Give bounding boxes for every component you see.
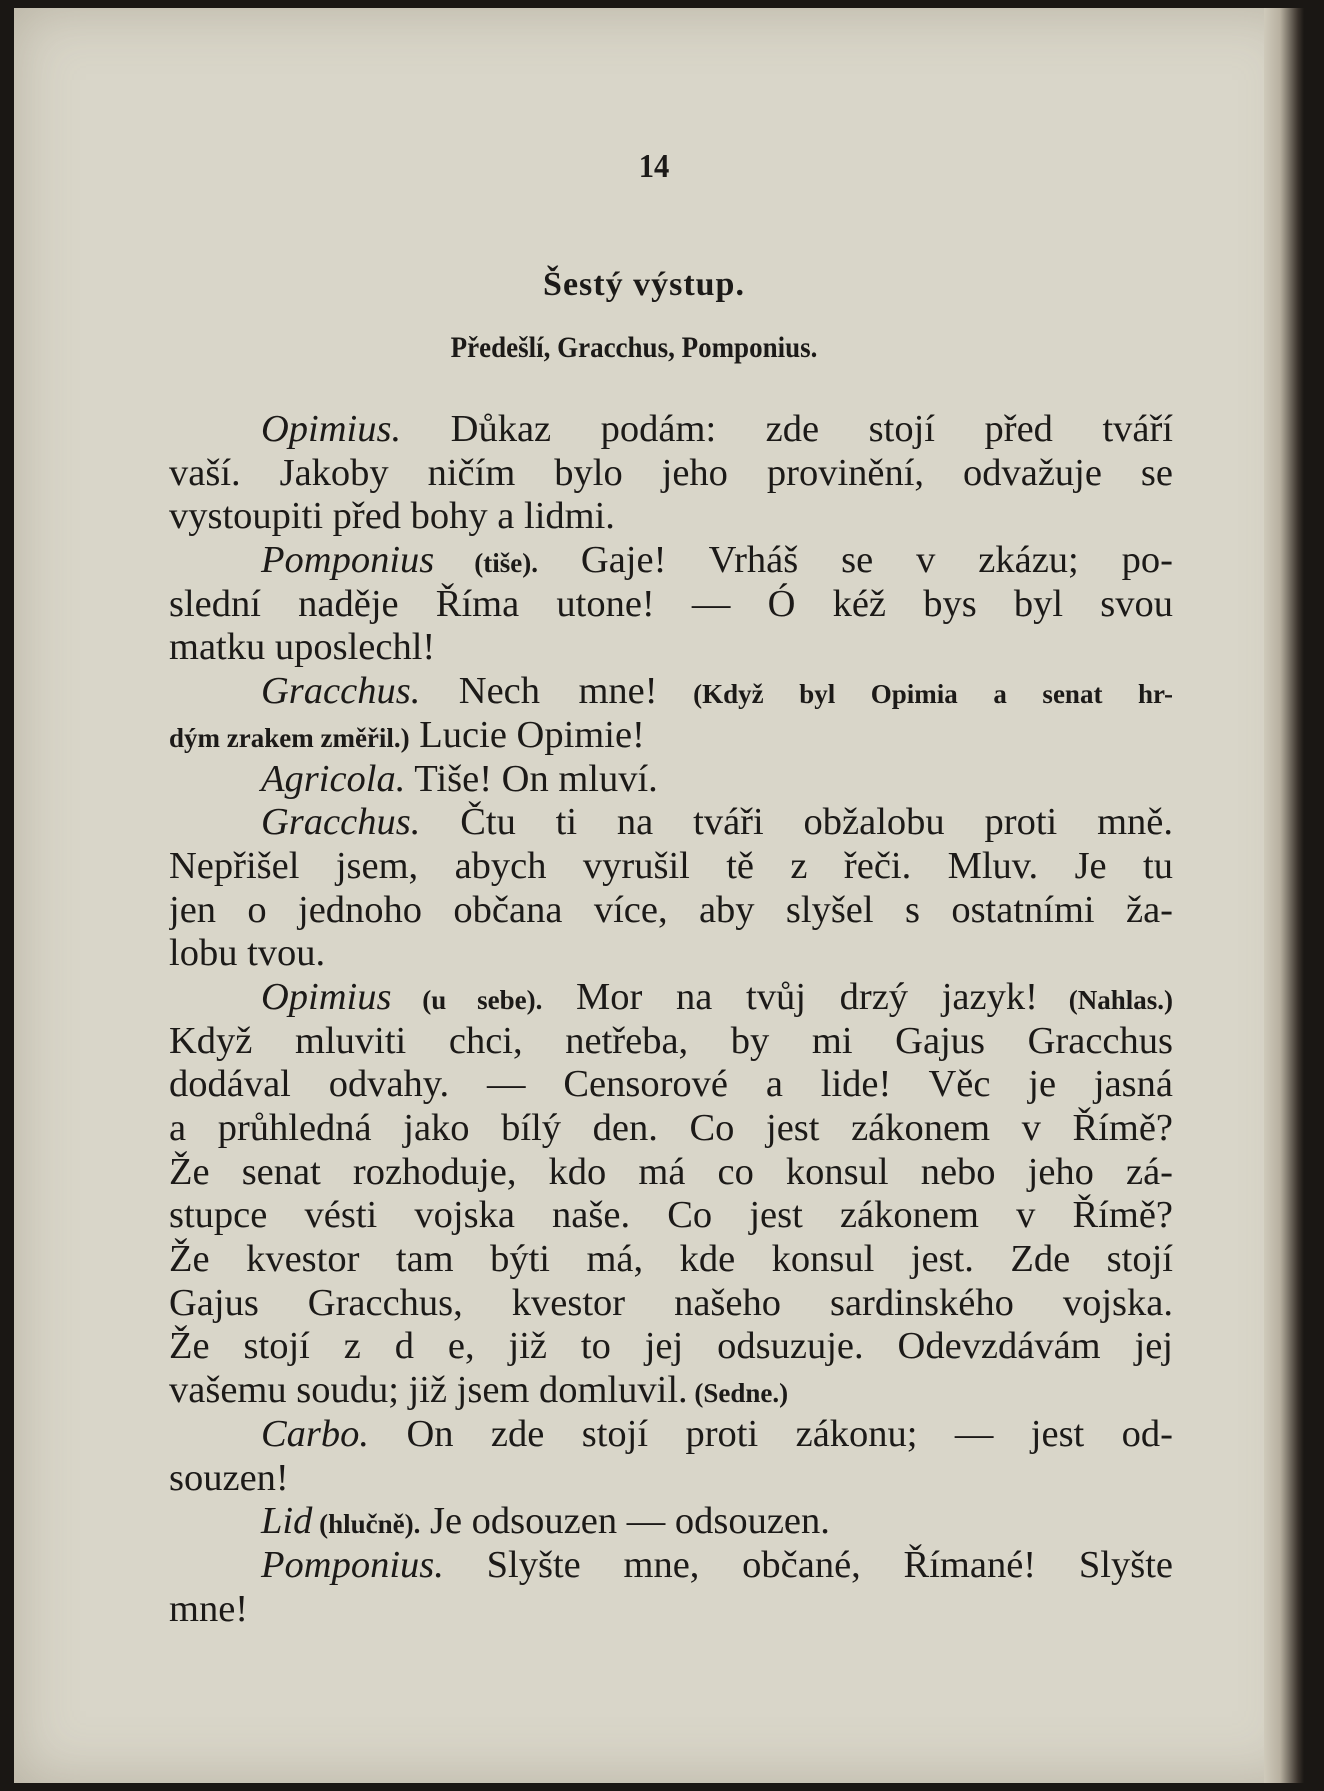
text-line — [169, 1194, 1173, 1238]
text-line — [169, 758, 1173, 802]
text-line — [169, 1325, 1173, 1369]
line-text: souzen! — [169, 1456, 289, 1499]
stage-direction: (tiše). — [434, 548, 538, 579]
line-text: matku uposlechl! — [169, 626, 436, 669]
text-line — [169, 1588, 1173, 1632]
text-line — [169, 408, 1173, 452]
text-line — [169, 1500, 1173, 1544]
line-text: vaší. Jakoby ničím bylo jeho provinění, odvažuje se — [169, 451, 1173, 494]
dialogue-text — [169, 408, 1173, 1631]
line-text: Tiše! On mluví. — [405, 757, 658, 800]
line-text: Nech mne! — [420, 670, 658, 713]
text-line — [169, 1457, 1173, 1501]
line-text: vašemu soudu; již jsem domluvil. — [169, 1369, 688, 1412]
line-text: Čtu ti na tváři obžalobu proti mně. — [420, 801, 1173, 844]
line-text: vystoupiti před bohy a lidmi. — [169, 495, 615, 538]
line-text: Že stojí z d e, již to jej odsuzuje. Odevzdávám jej — [169, 1325, 1173, 1368]
speaker-name: Lid — [261, 1500, 313, 1543]
text-line — [169, 976, 1173, 1020]
characters-line: Předešlí, Gracchus, Pomponius. — [450, 331, 818, 364]
stage-direction: (Nahlas.) — [1037, 984, 1173, 1015]
line-text: mne! — [169, 1587, 249, 1630]
text-line — [169, 495, 1173, 539]
speaker-name: Gracchus. — [261, 670, 421, 713]
speaker-name: Pomponius. — [261, 1543, 444, 1586]
text-line — [169, 1544, 1173, 1588]
text-line — [169, 452, 1173, 496]
line-text: Gaje! Vrháš se v zkázu; po- — [538, 539, 1173, 582]
line-text: Je odsouzen — odsouzen. — [420, 1500, 830, 1543]
scene-title: Šestý výstup. — [543, 266, 745, 303]
page-edge-shadow — [1264, 8, 1304, 1783]
line-text: Gajus Gracchus, kvestor našeho sardinského vojska. — [169, 1281, 1173, 1324]
line-text: stupce vésti vojska naše. Co jest zákonem v Římě? — [169, 1194, 1173, 1237]
line-text: Mor na tvůj drzý jazyk! — [542, 975, 1038, 1018]
speaker-name: Opimius. — [261, 408, 402, 450]
line-text: Lucie Opimie! — [409, 713, 645, 756]
line-text: slední naděje Říma utone! — Ó kéž bys byl svou — [169, 582, 1173, 625]
line-text: Slyšte mne, občané, Římané! Slyšte — [443, 1543, 1173, 1586]
stage-direction: (u sebe). — [391, 984, 543, 1015]
text-line — [169, 670, 1173, 714]
line-text: Nepřišel jsem, abych vyrušil tě z řeči. Mluv. Je tu — [169, 844, 1173, 887]
line-text: Důkaz podám: zde stojí před tváří — [401, 408, 1173, 450]
text-line — [169, 845, 1173, 889]
text-line — [169, 1238, 1173, 1282]
speaker-name: Agricola. — [261, 757, 406, 800]
text-line — [169, 626, 1173, 670]
line-text: Že senat rozhoduje, kdo má co konsul nebo jeho zá- — [169, 1150, 1173, 1193]
text-line — [169, 1413, 1173, 1457]
text-line — [169, 932, 1173, 976]
speaker-name: Pomponius — [261, 539, 435, 582]
line-text: a průhledná jako bílý den. Co jest zákonem v Římě? — [169, 1107, 1173, 1149]
line-text: Když mluviti chci, netřeba, by mi Gajus Gracchus — [169, 1019, 1173, 1062]
stage-direction: (Sedne.) — [687, 1378, 789, 1409]
line-text: On zde stojí proti zákonu; — jest od- — [369, 1412, 1173, 1455]
text-line — [169, 1020, 1173, 1064]
text-line — [169, 539, 1173, 583]
text-line — [169, 1282, 1173, 1326]
line-text: Že kvestor tam býti má, kde konsul jest. Zde stojí — [169, 1238, 1173, 1281]
text-line — [169, 1151, 1173, 1195]
book-page — [14, 8, 1304, 1783]
page-number: 14 — [638, 148, 670, 185]
speaker-name: Gracchus. — [261, 801, 421, 844]
text-line — [169, 1063, 1173, 1107]
text-line — [169, 583, 1173, 627]
text-line — [169, 889, 1173, 933]
stage-direction: (hlučně). — [312, 1509, 421, 1540]
line-text: jen o jednoho občana více, aby slyšel s ostatními ža- — [169, 888, 1173, 931]
stage-direction: dým zrakem změřil.) — [169, 722, 410, 753]
line-text: lobu tvou. — [169, 932, 326, 975]
speaker-name: Opimius — [261, 975, 392, 1018]
line-text: dodával odvahy. — Censorové a lide! Věc je jasná — [169, 1063, 1173, 1106]
text-line — [169, 801, 1173, 845]
text-line — [169, 714, 1173, 758]
stage-direction: (Když byl Opimia a senat hr- — [657, 679, 1173, 710]
text-line — [169, 1369, 1173, 1413]
speaker-name: Carbo. — [261, 1412, 370, 1455]
text-line — [169, 1107, 1173, 1151]
